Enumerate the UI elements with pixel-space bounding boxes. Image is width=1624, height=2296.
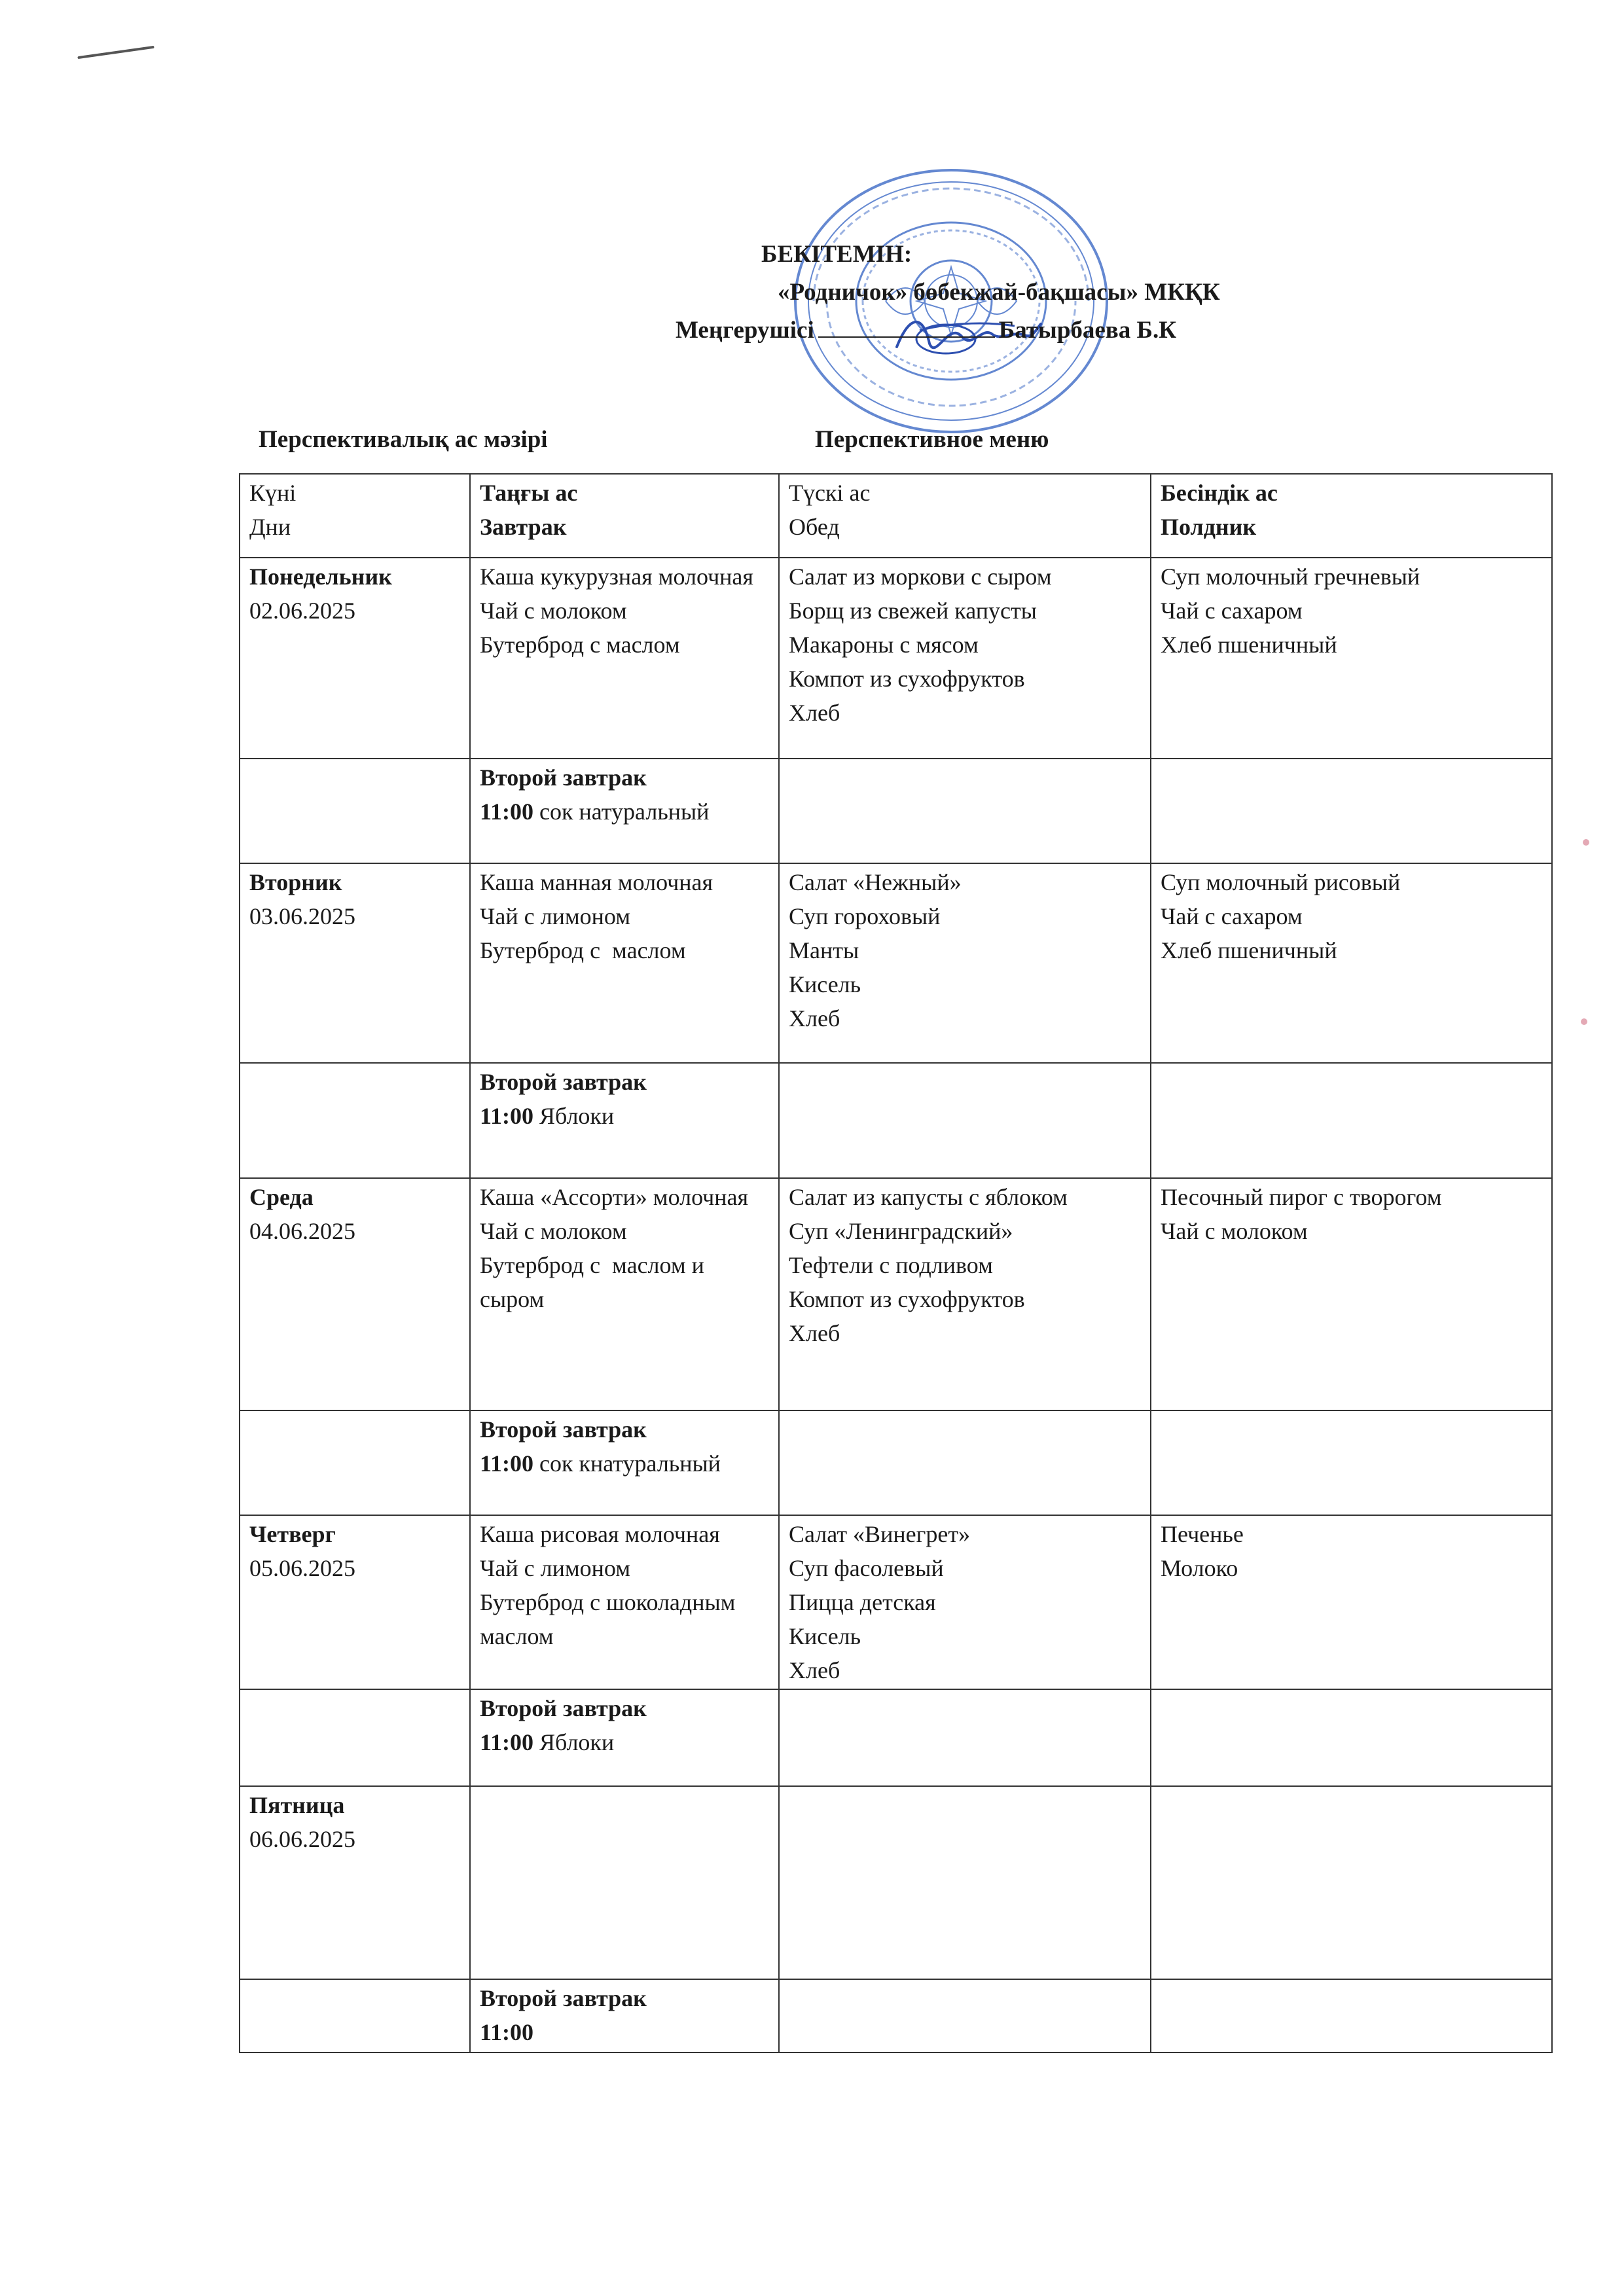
snack-cell	[1151, 1786, 1552, 1979]
lunch-cell: Салат «Винегрет» Суп фасолевый Пицца детская Кисель Хлеб	[779, 1515, 1151, 1689]
day-cell: Понедельник 02.06.2025	[240, 558, 470, 759]
second-breakfast-row	[240, 1689, 1552, 1786]
second-breakfast-row	[240, 1410, 1552, 1515]
snack-cell: Суп молочный рисовый Чай с сахаром Хлеб пшеничный	[1151, 863, 1552, 1063]
day-row	[240, 1515, 1552, 1689]
second-breakfast-cell: Второй завтрак 11:00 сок натуральный	[470, 759, 779, 863]
menu-table	[239, 473, 1553, 2053]
breakfast-cell: Каша «Ассорти» молочная Чай с молоком Бутерброд с маслом и сыром	[470, 1178, 779, 1410]
lunch-cell: Салат из моркови с сыром Борщ из свежей капусты Макароны с мясом Компот из сухофруктов Хлеб	[779, 558, 1151, 759]
lunch-cell	[779, 1786, 1151, 1979]
day-cell: Среда 04.06.2025	[240, 1178, 470, 1410]
breakfast-cell	[470, 1786, 779, 1979]
day-cell: Вторник 03.06.2025	[240, 863, 470, 1063]
snack-cell: Песочный пирог с творогом Чай с молоком	[1151, 1178, 1552, 1410]
scan-pen-mark	[77, 46, 154, 59]
scan-speck	[1581, 1018, 1587, 1025]
second-breakfast-cell: Второй завтрак 11:00	[470, 1979, 779, 2053]
day-cell: Четверг 05.06.2025	[240, 1515, 470, 1689]
second-breakfast-row	[240, 759, 1552, 863]
day-row	[240, 1786, 1552, 1979]
header-lunch: Түскі ас Обед	[779, 474, 1151, 558]
snack-cell: Печенье Молоко	[1151, 1515, 1552, 1689]
day-row	[240, 1178, 1552, 1410]
header-row	[240, 474, 1552, 558]
head-label: Меңгерушісі	[676, 317, 814, 344]
day-row	[240, 558, 1552, 759]
second-breakfast-row	[240, 1063, 1552, 1178]
head-name: Батырбаева Б.К	[998, 317, 1177, 344]
breakfast-cell: Каша кукурузная молочная Чай с молоком Бутерброд с маслом	[470, 558, 779, 759]
menu-title-russian: Перспективное меню	[815, 426, 1049, 453]
second-breakfast-row	[240, 1979, 1552, 2053]
menu-title-kazakh: Перспективалық ас мәзірі	[259, 426, 548, 453]
approval-head-line	[676, 316, 1176, 344]
header-snack: Бесіндік ас Полдник	[1151, 474, 1552, 558]
second-breakfast-cell: Второй завтрак 11:00 Яблоки	[470, 1689, 779, 1786]
second-breakfast-cell: Второй завтрак 11:00 Яблоки	[470, 1063, 779, 1178]
lunch-cell: Салат «Нежный» Суп гороховый Манты Кисель Хлеб	[779, 863, 1151, 1063]
approval-title: БЕКІТЕМІН:	[761, 241, 912, 268]
header-day: Күні Дни	[240, 474, 470, 558]
breakfast-cell: Каша рисовая молочная Чай с лимоном Бутерброд с шоколадным маслом	[470, 1515, 779, 1689]
approval-organization: «Родничок» бөбекжай-бақшасы» МКҚК	[778, 279, 1220, 306]
breakfast-cell: Каша манная молочная Чай с лимоном Бутерброд с маслом	[470, 863, 779, 1063]
day-cell: Пятница 06.06.2025	[240, 1786, 470, 1979]
day-row	[240, 863, 1552, 1063]
lunch-cell: Салат из капусты с яблоком Суп «Ленинградский» Тефтели с подливом Компот из сухофруктов Хлеб	[779, 1178, 1151, 1410]
snack-cell: Суп молочный гречневый Чай с сахаром Хлеб пшеничный	[1151, 558, 1552, 759]
second-breakfast-cell: Второй завтрак 11:00 сок кнатуральный	[470, 1410, 779, 1515]
header-breakfast: Таңғы ас Завтрак	[470, 474, 779, 558]
scan-speck	[1583, 839, 1589, 846]
signature-line	[818, 317, 995, 338]
